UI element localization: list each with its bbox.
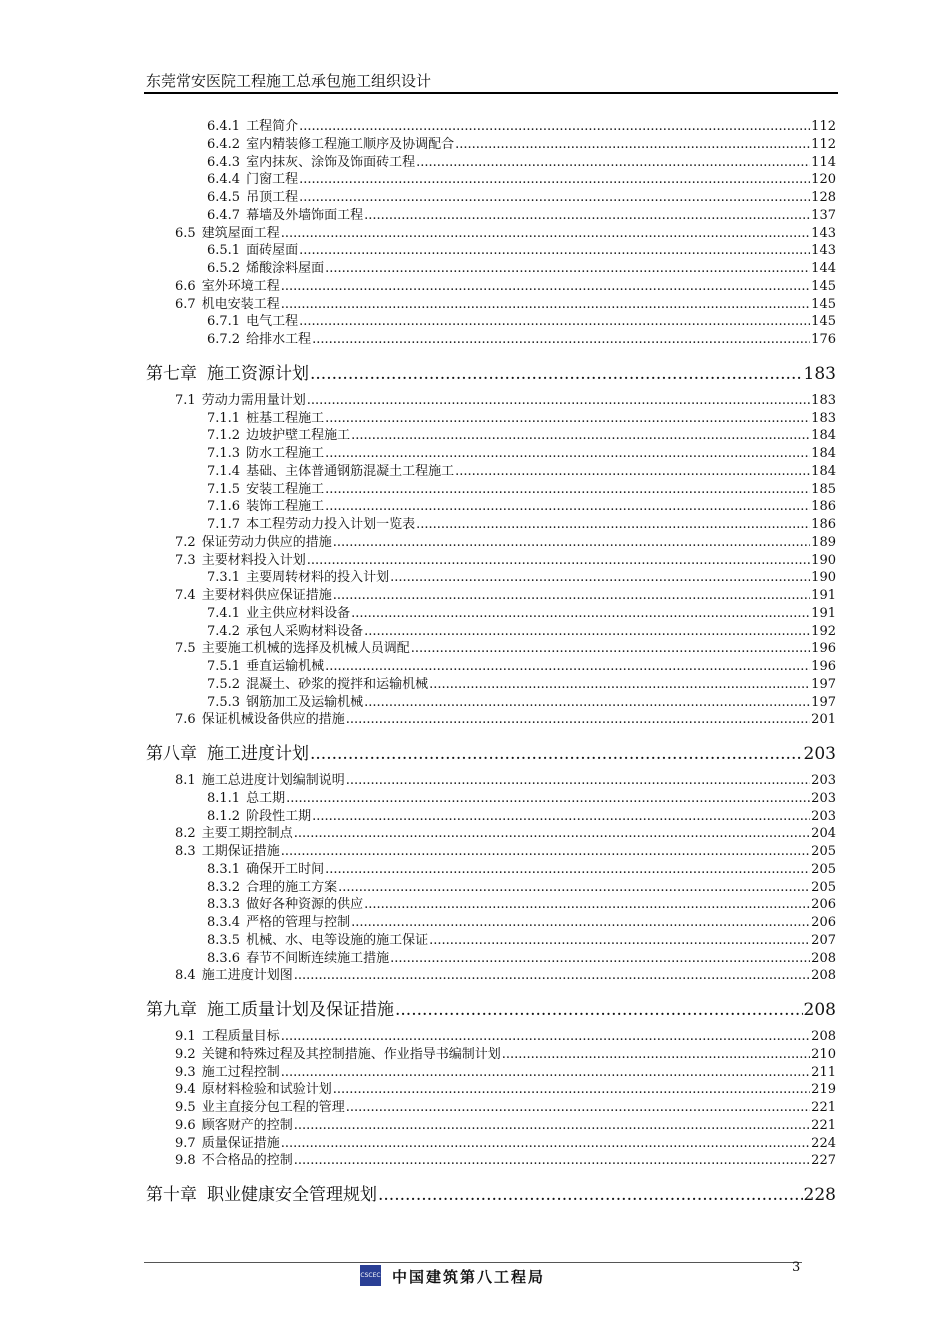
toc-entry-page: 205 bbox=[811, 879, 836, 895]
toc-entry-number: 7.3 bbox=[175, 552, 196, 568]
toc-entry-number: 7.5.1 bbox=[207, 659, 241, 674]
toc-entry[interactable] bbox=[175, 1061, 836, 1080]
toc-leader-dots bbox=[333, 588, 810, 603]
toc-chapter-entry[interactable] bbox=[146, 359, 836, 384]
toc-entry-title: 合理的施工方案 bbox=[246, 879, 338, 895]
toc-entry-title: 业主直接分包工程的管理 bbox=[201, 1100, 345, 1115]
toc-entry-title: 钢筋加工及运输机械 bbox=[246, 694, 364, 710]
toc-entry-page: 208 bbox=[803, 1000, 836, 1020]
toc-entry-page: 207 bbox=[811, 932, 836, 948]
toc-entry-number: 6.7.1 bbox=[207, 314, 241, 330]
toc-entry[interactable] bbox=[207, 929, 836, 948]
toc-entry-title: 施工进度计划 bbox=[207, 744, 309, 764]
toc-entry[interactable] bbox=[207, 495, 836, 514]
toc-leader-dots bbox=[429, 677, 810, 692]
toc-entry-page: 137 bbox=[811, 207, 836, 223]
toc-entry-page: 203 bbox=[803, 744, 836, 764]
toc-entry[interactable] bbox=[207, 257, 836, 276]
toc-entry-number: 7.5.3 bbox=[207, 694, 241, 710]
toc-entry-number: 9.6 bbox=[175, 1117, 196, 1133]
toc-entry-page: 184 bbox=[811, 428, 836, 444]
toc-entry-number: 8.1.2 bbox=[207, 808, 241, 824]
toc-leader-dots bbox=[281, 1029, 810, 1044]
toc-entry[interactable] bbox=[175, 708, 836, 727]
toc-leader-dots bbox=[455, 464, 810, 479]
toc-entry-number: 9.2 bbox=[175, 1046, 196, 1062]
toc-leader-dots bbox=[312, 809, 810, 824]
company-logo-icon bbox=[360, 1265, 381, 1286]
toc-leader-dots bbox=[294, 826, 810, 841]
toc-entry-page: 191 bbox=[811, 605, 836, 621]
toc-leader-dots bbox=[281, 1136, 810, 1151]
toc-entry-number: 7.1.3 bbox=[207, 446, 241, 461]
toc-leader-dots bbox=[338, 880, 810, 895]
toc-entry-title: 防水工程施工 bbox=[246, 446, 325, 461]
toc-entry-page: 197 bbox=[811, 694, 836, 710]
toc-entry-page: 145 bbox=[811, 296, 836, 312]
toc-entry-page: 176 bbox=[811, 332, 836, 347]
toc-entry[interactable] bbox=[207, 151, 836, 170]
toc-entry-number: 7.4.1 bbox=[207, 605, 241, 621]
toc-entry-title: 垂直运输机械 bbox=[246, 659, 325, 674]
toc-entry-number: 7.1.4 bbox=[207, 463, 241, 479]
toc-entry-title: 电气工程 bbox=[246, 314, 299, 330]
toc-entry[interactable] bbox=[175, 1043, 836, 1062]
toc-entry[interactable] bbox=[207, 407, 836, 426]
toc-entry-title: 施工进度计划图 bbox=[201, 968, 293, 984]
toc-entry[interactable] bbox=[207, 168, 836, 187]
toc-entry[interactable] bbox=[175, 637, 836, 656]
toc-entry[interactable] bbox=[207, 602, 836, 621]
toc-leader-dots bbox=[307, 393, 810, 408]
toc-entry[interactable] bbox=[207, 328, 836, 347]
toc-entry-number: 7.1.1 bbox=[207, 410, 241, 426]
toc-entry-page: 221 bbox=[811, 1100, 836, 1115]
toc-entry[interactable] bbox=[175, 1132, 836, 1151]
toc-leader-dots bbox=[395, 1000, 803, 1020]
toc-leader-dots bbox=[346, 773, 810, 788]
toc-entry-number: 8.3 bbox=[175, 844, 196, 859]
toc-entry-title: 做好各种资源的供应 bbox=[246, 897, 364, 913]
toc-leader-dots bbox=[307, 553, 810, 568]
toc-entry[interactable] bbox=[207, 310, 836, 329]
toc-entry[interactable] bbox=[207, 424, 836, 443]
toc-entry-number: 9.8 bbox=[175, 1153, 196, 1169]
toc-entry-page: 206 bbox=[811, 897, 836, 913]
toc-leader-dots bbox=[378, 1185, 803, 1205]
toc-entry-title: 业主供应材料设备 bbox=[246, 605, 351, 621]
toc-entry-number: 6.5.1 bbox=[207, 243, 241, 259]
toc-entry[interactable] bbox=[207, 893, 836, 912]
toc-entry-page: 191 bbox=[811, 588, 836, 603]
toc-entry-page: 143 bbox=[811, 225, 836, 241]
toc-entry-title: 面砖屋面 bbox=[246, 243, 299, 259]
toc-entry-number: 第七章 bbox=[146, 363, 197, 384]
toc-entry[interactable] bbox=[207, 460, 836, 479]
toc-entry-page: 205 bbox=[811, 844, 836, 859]
toc-entry[interactable] bbox=[175, 769, 836, 788]
toc-leader-dots bbox=[281, 1065, 810, 1080]
toc-entry-number: 8.3.1 bbox=[207, 861, 241, 877]
toc-entry-title: 幕墙及外墙饰面工程 bbox=[246, 207, 364, 223]
toc-entry-title: 质量保证措施 bbox=[201, 1135, 280, 1151]
toc-entry-title: 关键和特殊过程及其控制措施、作业指导书编制计划 bbox=[201, 1046, 501, 1062]
toc-entry-title: 建筑屋面工程 bbox=[201, 225, 280, 241]
toc-entry-number: 7.5 bbox=[175, 641, 196, 657]
toc-entry-page: 208 bbox=[811, 968, 836, 984]
footer-divider bbox=[144, 1262, 802, 1263]
toc-leader-dots bbox=[416, 155, 810, 170]
toc-entry-page: 221 bbox=[811, 1117, 836, 1133]
toc-entry-title: 主要施工机械的选择及机械人员调配 bbox=[201, 641, 410, 657]
toc-entry[interactable] bbox=[207, 876, 836, 895]
toc-leader-dots bbox=[351, 428, 810, 443]
toc-entry-number: 7.1 bbox=[175, 392, 196, 408]
toc-entry-number: 6.4.4 bbox=[207, 172, 241, 188]
toc-entry-number: 6.4.7 bbox=[207, 207, 241, 223]
toc-leader-dots bbox=[390, 951, 810, 966]
toc-entry-page: 186 bbox=[811, 499, 836, 515]
footer-company-name: 中国建筑第八工程局 bbox=[392, 1268, 546, 1286]
toc-leader-dots bbox=[325, 499, 810, 514]
toc-entry-page: 183 bbox=[811, 392, 836, 408]
toc-leader-dots bbox=[325, 446, 810, 461]
toc-entry-page: 189 bbox=[811, 534, 836, 550]
toc-chapter-entry[interactable] bbox=[146, 739, 836, 764]
toc-leader-dots bbox=[325, 411, 810, 426]
toc-entry-number: 7.1.5 bbox=[207, 481, 241, 497]
toc-entry[interactable] bbox=[207, 858, 836, 877]
toc-entry-number: 7.4.2 bbox=[207, 623, 241, 639]
toc-entry[interactable] bbox=[175, 1114, 836, 1133]
toc-entry-title: 机电安装工程 bbox=[201, 296, 280, 312]
toc-entry-title: 工程质量目标 bbox=[201, 1029, 280, 1044]
toc-entry[interactable] bbox=[175, 531, 836, 550]
toc-entry-number: 7.4 bbox=[175, 588, 196, 603]
toc-entry-title: 劳动力需用量计划 bbox=[201, 392, 306, 408]
toc-entry[interactable] bbox=[207, 805, 836, 824]
toc-entry-page: 145 bbox=[811, 278, 836, 294]
toc-entry-page: 203 bbox=[811, 790, 836, 806]
toc-entry[interactable] bbox=[175, 840, 836, 859]
toc-entry-page: 184 bbox=[811, 446, 836, 461]
toc-leader-dots bbox=[325, 862, 810, 877]
toc-entry-page: 205 bbox=[811, 861, 836, 877]
toc-leader-dots bbox=[364, 695, 810, 710]
toc-leader-dots bbox=[346, 1100, 810, 1115]
toc-entry[interactable] bbox=[175, 549, 836, 568]
toc-entry-number: 第九章 bbox=[146, 1000, 197, 1020]
toc-leader-dots bbox=[299, 172, 810, 187]
toc-entry-page: 112 bbox=[811, 119, 836, 134]
toc-entry[interactable] bbox=[175, 584, 836, 603]
toc-entry-page: 203 bbox=[811, 773, 836, 788]
toc-entry-title: 顾客财产的控制 bbox=[201, 1117, 293, 1133]
toc-entry-number: 7.1.2 bbox=[207, 428, 241, 444]
toc-leader-dots bbox=[299, 243, 810, 258]
toc-entry-page: 208 bbox=[811, 1029, 836, 1044]
toc-leader-dots bbox=[281, 844, 810, 859]
toc-entry-title: 确保开工时间 bbox=[246, 861, 325, 877]
toc-entry[interactable] bbox=[175, 1096, 836, 1115]
toc-leader-dots bbox=[351, 915, 810, 930]
toc-leader-dots bbox=[299, 314, 810, 329]
toc-entry-page: 196 bbox=[811, 659, 836, 674]
toc-leader-dots bbox=[364, 897, 810, 912]
toc-entry-number: 7.3.1 bbox=[207, 570, 241, 586]
toc-entry-title: 装饰工程施工 bbox=[246, 499, 325, 515]
toc-leader-dots bbox=[281, 279, 810, 294]
toc-entry-page: 184 bbox=[811, 463, 836, 479]
toc-entry-page: 203 bbox=[811, 808, 836, 824]
toc-entry-number: 6.5.2 bbox=[207, 261, 241, 276]
toc-entry-title: 工程简介 bbox=[246, 119, 299, 134]
toc-entry-title: 桩基工程施工 bbox=[246, 410, 325, 426]
toc-entry-page: 211 bbox=[811, 1064, 836, 1080]
toc-entry-number: 8.3.5 bbox=[207, 932, 241, 948]
toc-entry-number: 8.3.3 bbox=[207, 897, 241, 913]
toc-entry-title: 主要材料投入计划 bbox=[201, 552, 306, 568]
toc-entry[interactable] bbox=[207, 620, 836, 639]
toc-entry-number: 7.5.2 bbox=[207, 676, 241, 692]
toc-leader-dots bbox=[299, 119, 810, 134]
toc-entry[interactable] bbox=[207, 566, 836, 585]
toc-leader-dots bbox=[351, 606, 810, 621]
toc-entry[interactable] bbox=[207, 186, 836, 205]
toc-leader-dots bbox=[333, 535, 810, 550]
toc-leader-dots bbox=[312, 332, 810, 347]
toc-entry[interactable] bbox=[207, 133, 836, 152]
toc-entry-title: 吊顶工程 bbox=[246, 190, 299, 205]
toc-entry[interactable] bbox=[207, 691, 836, 710]
toc-entry-title: 边坡护壁工程施工 bbox=[246, 428, 351, 444]
toc-leader-dots bbox=[346, 712, 810, 727]
toc-entry-title: 施工质量计划及保证措施 bbox=[207, 1000, 394, 1020]
toc-entry-number: 8.1 bbox=[175, 773, 196, 788]
toc-chapter-entry[interactable] bbox=[146, 995, 836, 1020]
toc-entry[interactable] bbox=[175, 1078, 836, 1097]
toc-entry-number: 8.2 bbox=[175, 826, 196, 842]
toc-leader-dots bbox=[429, 933, 810, 948]
toc-entry-number: 9.1 bbox=[175, 1029, 196, 1044]
toc-entry-title: 保证劳动力供应的措施 bbox=[201, 534, 332, 550]
toc-leader-dots bbox=[411, 641, 810, 656]
toc-leader-dots bbox=[310, 364, 803, 384]
toc-entry-title: 承包人采购材料设备 bbox=[246, 623, 364, 639]
toc-leader-dots bbox=[325, 659, 810, 674]
toc-entry[interactable] bbox=[207, 947, 836, 966]
toc-leader-dots bbox=[333, 1082, 810, 1097]
toc-entry-page: 183 bbox=[803, 363, 836, 384]
toc-entry-number: 9.7 bbox=[175, 1135, 196, 1151]
toc-entry-page: 145 bbox=[811, 314, 836, 330]
toc-entry-number: 第十章 bbox=[146, 1185, 197, 1205]
toc-entry[interactable] bbox=[175, 275, 836, 294]
toc-entry-page: 190 bbox=[811, 570, 836, 586]
toc-entry-number: 7.1.7 bbox=[207, 517, 241, 532]
toc-entry[interactable] bbox=[175, 1025, 836, 1044]
toc-entry-number: 9.3 bbox=[175, 1064, 196, 1080]
toc-entry[interactable] bbox=[175, 222, 836, 241]
toc-entry-title: 室外环境工程 bbox=[201, 278, 280, 294]
toc-entry-title: 原材料检验和试验计划 bbox=[201, 1082, 332, 1098]
toc-entry[interactable] bbox=[175, 822, 836, 841]
toc-entry-number: 9.5 bbox=[175, 1100, 196, 1115]
toc-entry-page: 185 bbox=[811, 481, 836, 497]
toc-entry[interactable] bbox=[175, 293, 836, 312]
toc-entry[interactable] bbox=[175, 964, 836, 983]
toc-entry-title: 主要周转材料的投入计划 bbox=[246, 570, 390, 586]
toc-leader-dots bbox=[286, 791, 810, 806]
toc-entry-title: 总工期 bbox=[246, 790, 286, 806]
toc-entry[interactable] bbox=[207, 655, 836, 674]
toc-entry-title: 烯酸涂料屋面 bbox=[246, 261, 325, 276]
toc-entry[interactable] bbox=[207, 442, 836, 461]
toc-entry-page: 219 bbox=[811, 1082, 836, 1098]
toc-entry-number: 第八章 bbox=[146, 744, 197, 764]
toc-entry-title: 工期保证措施 bbox=[201, 844, 280, 859]
toc-leader-dots bbox=[390, 570, 810, 585]
logo-text: CSCEC bbox=[360, 1272, 381, 1279]
toc-leader-dots bbox=[325, 261, 810, 276]
toc-entry-title: 机械、水、电等设施的施工保证 bbox=[246, 932, 429, 948]
toc-entry-page: 204 bbox=[811, 826, 836, 842]
toc-chapter-entry[interactable] bbox=[146, 1180, 836, 1205]
toc-entry-number: 9.4 bbox=[175, 1082, 196, 1098]
toc-entry-title: 门窗工程 bbox=[246, 172, 299, 188]
toc-entry-page: 201 bbox=[811, 712, 836, 728]
toc-entry-number: 6.7 bbox=[175, 296, 196, 312]
toc-entry-title: 本工程劳动力投入计划一览表 bbox=[246, 517, 416, 532]
page-number: 3 bbox=[792, 1260, 801, 1275]
toc-entry-title: 施工资源计划 bbox=[207, 363, 309, 384]
toc-entry-number: 6.5 bbox=[175, 225, 196, 241]
toc-entry-page: 206 bbox=[811, 915, 836, 930]
toc-entry-title: 给排水工程 bbox=[246, 332, 312, 347]
toc-leader-dots bbox=[310, 744, 803, 764]
toc-entry[interactable] bbox=[175, 389, 836, 408]
toc-entry-number: 7.2 bbox=[175, 534, 196, 550]
toc-entry-page: 196 bbox=[811, 641, 836, 657]
toc-entry-number: 8.3.2 bbox=[207, 879, 241, 895]
toc-entry-title: 基础、主体普通钢筋混凝土工程施工 bbox=[246, 463, 455, 479]
toc-entry[interactable] bbox=[175, 1149, 836, 1168]
toc-entry-page: 208 bbox=[811, 950, 836, 966]
toc-leader-dots bbox=[294, 968, 810, 983]
toc-entry-title: 主要材料供应保证措施 bbox=[201, 588, 332, 603]
toc-entry-page: 112 bbox=[811, 136, 836, 152]
toc-entry-page: 227 bbox=[811, 1153, 836, 1169]
toc-entry-number: 8.4 bbox=[175, 968, 196, 984]
toc-entry-page: 183 bbox=[811, 410, 836, 426]
toc-entry-number: 8.3.4 bbox=[207, 915, 241, 930]
toc-entry-title: 混凝土、砂浆的搅拌和运输机械 bbox=[246, 676, 429, 692]
toc-entry-number: 6.7.2 bbox=[207, 332, 241, 347]
toc-entry-page: 224 bbox=[811, 1135, 836, 1151]
toc-entry[interactable] bbox=[207, 204, 836, 223]
toc-entry[interactable] bbox=[207, 239, 836, 258]
toc-entry-page: 114 bbox=[811, 154, 836, 170]
toc-entry-page: 228 bbox=[803, 1185, 836, 1205]
toc-leader-dots bbox=[325, 482, 810, 497]
toc-entry-page: 210 bbox=[811, 1046, 836, 1062]
toc-leader-dots bbox=[299, 190, 810, 205]
toc-entry-page: 128 bbox=[811, 190, 836, 205]
toc-entry-title: 严格的管理与控制 bbox=[246, 915, 351, 930]
toc-entry-number: 6.4.2 bbox=[207, 136, 241, 152]
toc-entry[interactable] bbox=[207, 911, 836, 930]
toc-entry-title: 春节不间断连续施工措施 bbox=[246, 950, 390, 966]
toc-entry[interactable] bbox=[207, 478, 836, 497]
toc-entry-page: 144 bbox=[811, 261, 836, 276]
toc-entry-number: 8.1.1 bbox=[207, 790, 241, 806]
document-header-title: 东莞常安医院工程施工总承包施工组织设计 bbox=[146, 72, 432, 90]
toc-entry-number: 6.4.1 bbox=[207, 119, 241, 134]
header-divider bbox=[144, 92, 838, 94]
toc-entry-title: 施工过程控制 bbox=[201, 1064, 280, 1080]
toc-entry-title: 主要工期控制点 bbox=[201, 826, 293, 842]
toc-leader-dots bbox=[502, 1047, 810, 1062]
toc-entry-page: 192 bbox=[811, 623, 836, 639]
toc-leader-dots bbox=[281, 226, 810, 241]
toc-leader-dots bbox=[294, 1118, 810, 1133]
toc-entry-title: 职业健康安全管理规划 bbox=[207, 1185, 377, 1205]
toc-entry-number: 7.6 bbox=[175, 712, 196, 728]
toc-entry[interactable] bbox=[207, 115, 836, 134]
toc-entry-title: 不合格品的控制 bbox=[201, 1153, 293, 1169]
toc-entry[interactable] bbox=[207, 673, 836, 692]
toc-entry-number: 8.3.6 bbox=[207, 950, 241, 966]
toc-entry-number: 7.1.6 bbox=[207, 499, 241, 515]
toc-entry-title: 室内抹灰、涂饰及饰面砖工程 bbox=[246, 154, 416, 170]
toc-entry-number: 6.6 bbox=[175, 278, 196, 294]
toc-entry-page: 190 bbox=[811, 552, 836, 568]
toc-leader-dots bbox=[455, 137, 810, 152]
toc-leader-dots bbox=[294, 1153, 810, 1168]
toc-entry-number: 6.4.5 bbox=[207, 190, 241, 205]
toc-leader-dots bbox=[416, 517, 810, 532]
toc-entry-page: 186 bbox=[811, 517, 836, 532]
toc-entry-page: 197 bbox=[811, 676, 836, 692]
toc-entry-title: 施工总进度计划编制说明 bbox=[201, 773, 345, 788]
toc-entry-title: 阶段性工期 bbox=[246, 808, 312, 824]
toc-entry-title: 室内精装修工程施工顺序及协调配合 bbox=[246, 136, 455, 152]
toc-entry[interactable] bbox=[207, 787, 836, 806]
toc-entry-title: 安装工程施工 bbox=[246, 481, 325, 497]
toc-entry-number: 6.4.3 bbox=[207, 154, 241, 170]
toc-entry-page: 120 bbox=[811, 172, 836, 188]
toc-leader-dots bbox=[364, 624, 810, 639]
toc-entry-title: 保证机械设备供应的措施 bbox=[201, 712, 345, 728]
toc-leader-dots bbox=[364, 208, 810, 223]
toc-leader-dots bbox=[281, 297, 810, 312]
toc-entry-page: 143 bbox=[811, 243, 836, 259]
toc-entry[interactable] bbox=[207, 513, 836, 532]
